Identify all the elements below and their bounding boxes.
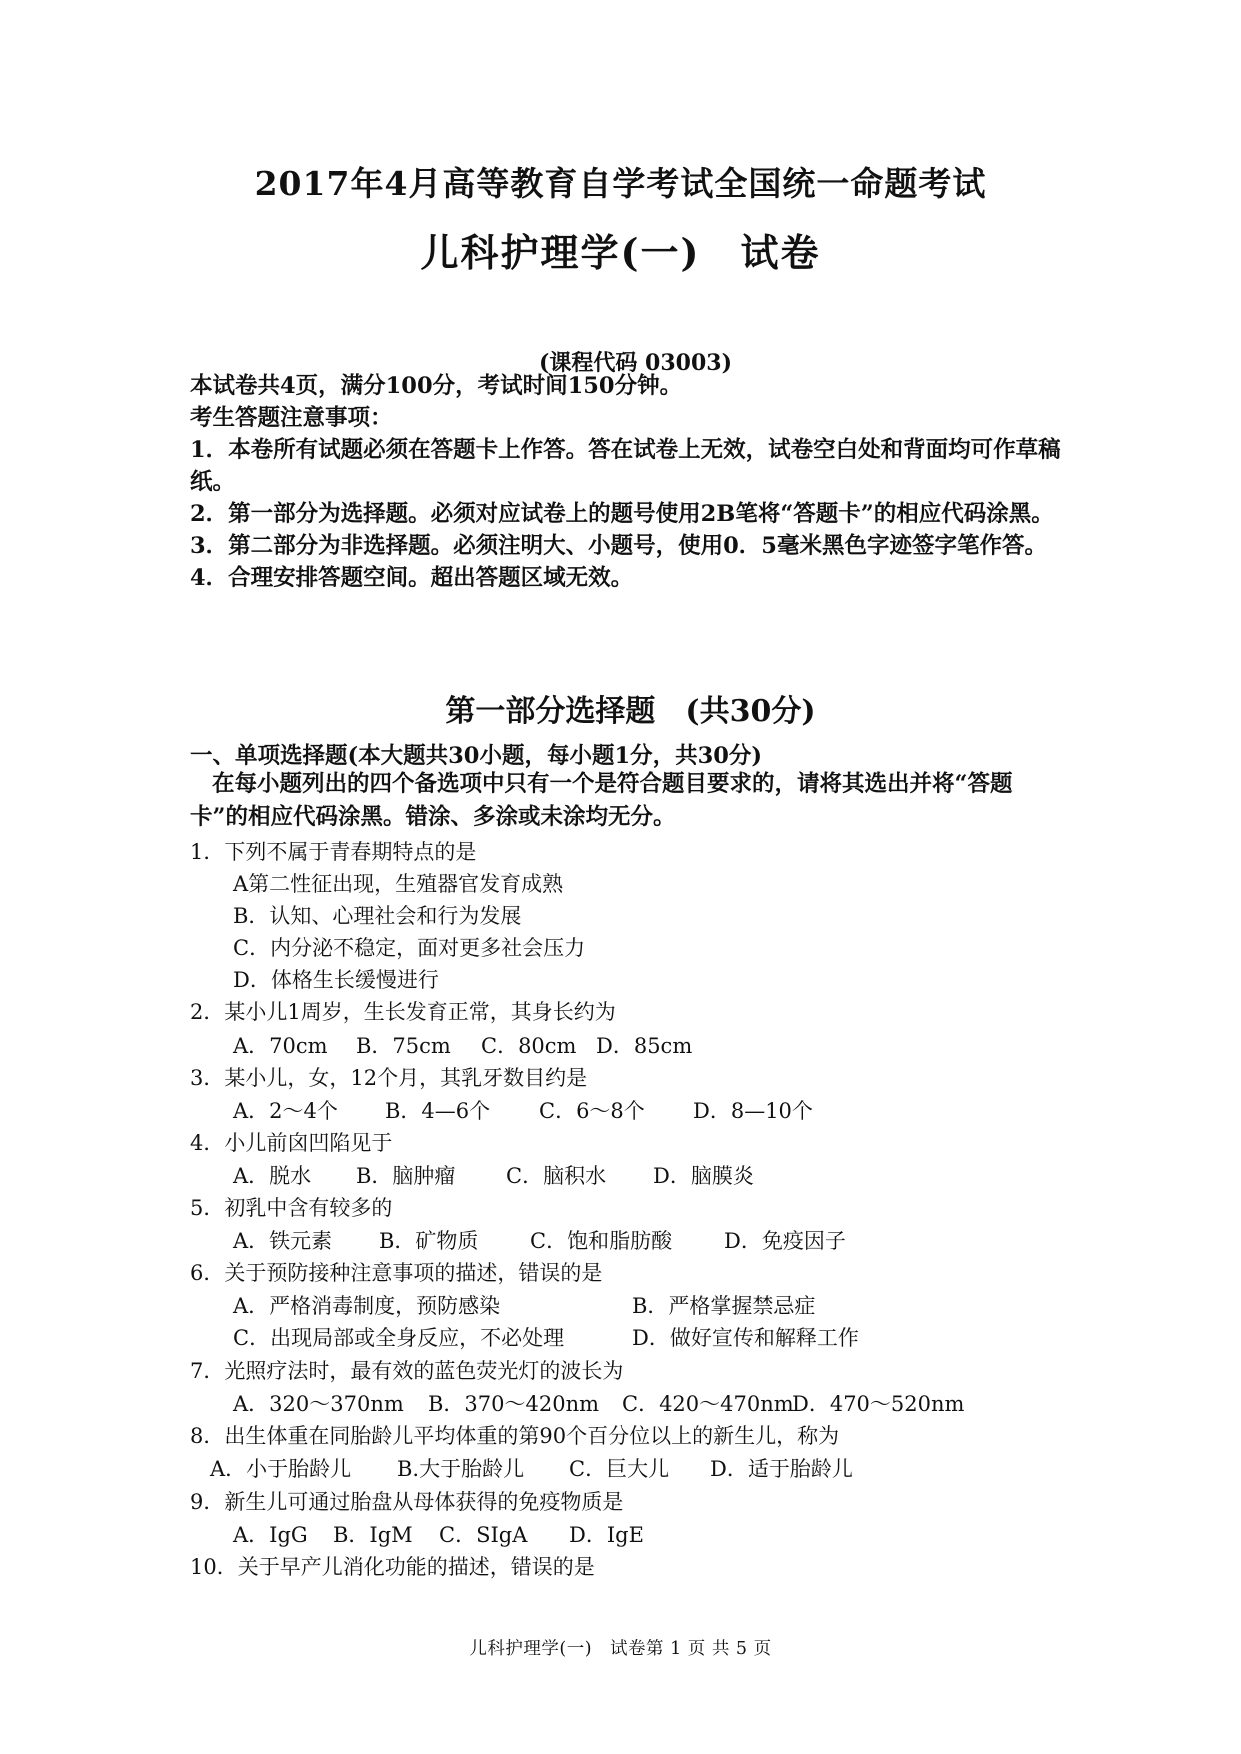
- option: B．脑肿瘤: [356, 1164, 456, 1188]
- option: C．饱和脂肪酸: [530, 1229, 673, 1253]
- question-stem: 6．关于预防接种注意事项的描述，错误的是: [190, 1261, 603, 1285]
- notice-summary: 本试卷共4页，满分100分，考试时间150分钟。: [190, 373, 683, 399]
- option: D．体格生长缓慢进行: [233, 968, 439, 992]
- paper-subtitle: 儿科护理学(一) 试卷: [420, 230, 821, 275]
- option: C．脑积水: [506, 1164, 607, 1188]
- question-stem: 7．光照疗法时，最有效的蓝色荧光灯的波长为: [190, 1359, 624, 1383]
- question-stem: 4．小儿前囟凹陷见于: [190, 1131, 393, 1155]
- question-stem: 8．出生体重在同胎龄儿平均体重的第90个百分位以上的新生儿，称为: [190, 1424, 840, 1448]
- option: D．适于胎龄儿: [710, 1457, 853, 1481]
- notice-item: 1．本卷所有试题必须在答题卡上作答。答在试卷上无效，试卷空白处和背面均可作草稿纸。: [190, 437, 1061, 495]
- question-stem: 10．关于早产儿消化功能的描述，错误的是: [190, 1555, 595, 1579]
- option: B．矿物质: [379, 1229, 479, 1253]
- exam-title: 2017年4月高等教育自学考试全国统一命题考试: [254, 164, 987, 203]
- question-stem: 5．初乳中含有较多的: [190, 1196, 393, 1220]
- option: D．IgE: [569, 1523, 644, 1547]
- option: A．70cm: [233, 1034, 328, 1058]
- option: C．420～470nm: [622, 1392, 794, 1416]
- notice-item: 2．第一部分为选择题。必须对应试卷上的题号使用2B笔将“答题卡”的相应代码涂黑。: [190, 501, 1054, 527]
- option: C．出现局部或全身反应，不必处理: [233, 1326, 565, 1350]
- option: C．巨大儿: [569, 1457, 670, 1481]
- course-code: (课程代码 03003): [538, 350, 733, 376]
- part1-title: 第一部分选择题 (共30分): [445, 694, 816, 729]
- option: A．铁元素: [233, 1229, 333, 1253]
- option: A第二性征出现，生殖器官发育成熟: [233, 872, 564, 896]
- option: A．2～4个: [233, 1099, 338, 1123]
- option: B．严格掌握禁忌症: [632, 1294, 816, 1318]
- option: C．80cm: [481, 1034, 577, 1058]
- option: B．4—6个: [385, 1099, 491, 1123]
- option: C．内分泌不稳定，面对更多社会压力: [233, 936, 586, 960]
- option: D．做好宣传和解释工作: [632, 1326, 859, 1350]
- option: D．免疫因子: [724, 1229, 846, 1253]
- question-stem: 1．下列不属于青春期特点的是: [190, 840, 477, 864]
- option: B．370～420nm: [428, 1392, 600, 1416]
- option: A．脱水: [233, 1164, 312, 1188]
- notice-item: 4．合理安排答题空间。超出答题区域无效。: [190, 565, 634, 591]
- option: A．320～370nm: [233, 1392, 404, 1416]
- option: B．75cm: [356, 1034, 451, 1058]
- option: A．严格消毒制度，预防感染: [233, 1294, 501, 1318]
- notice-item: 3．第二部分为非选择题。必须注明大、小题号，使用0．5毫米黑色字迹签字笔作答。: [190, 533, 1047, 559]
- option: D．470～520nm: [792, 1392, 965, 1416]
- option: B.大于胎龄儿: [397, 1457, 525, 1481]
- notice-block: [190, 338, 1070, 594]
- option: D．85cm: [596, 1034, 693, 1058]
- question-stem: 9．新生儿可通过胎盘从母体获得的免疫物质是: [190, 1490, 624, 1514]
- option: C．SIgA: [439, 1523, 528, 1547]
- option: D．8—10个: [693, 1099, 813, 1123]
- question-stem: 3．某小儿，女，12个月，其乳牙数目约是: [190, 1066, 588, 1090]
- option: D．脑膜炎: [653, 1164, 754, 1188]
- section-instruction: 在每小题列出的四个备选项中只有一个是符合题目要求的，请将其选出并将“答题卡”的相应代码涂黑。错涂、多涂或未涂均无分。: [190, 771, 1013, 830]
- option: A．IgG: [233, 1523, 308, 1547]
- option: C．6～8个: [539, 1099, 645, 1123]
- page-footer: 儿科护理学(一) 试卷第 1 页 共 5 页: [469, 1639, 772, 1659]
- question-stem: 2．某小儿1周岁，生长发育正常，其身长约为: [190, 1000, 616, 1024]
- option: B．认知、心理社会和行为发展: [233, 904, 522, 928]
- section-title: 一、单项选择题(本大题共30小题，每小题1分，共30分): [190, 743, 763, 769]
- notice-heading: 考生答题注意事项：: [190, 405, 393, 431]
- option: B．IgM: [333, 1523, 413, 1547]
- option: A．小于胎龄儿: [210, 1457, 352, 1481]
